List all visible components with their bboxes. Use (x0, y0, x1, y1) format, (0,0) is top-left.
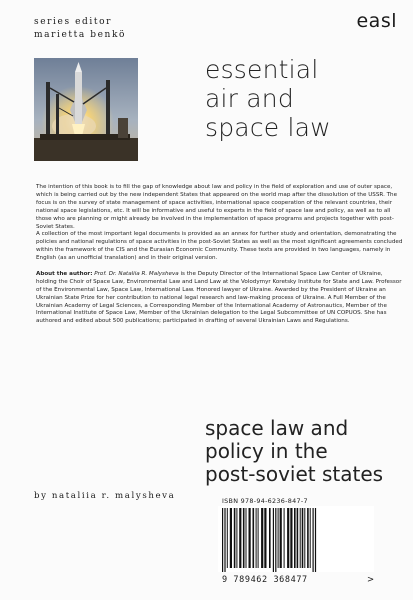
barcode-bar (300, 508, 301, 568)
barcode-bar (236, 508, 237, 568)
about-author-heading: About the author: (36, 270, 93, 277)
barcode-bar (261, 508, 263, 568)
main-title-line: air and (205, 84, 294, 113)
barcode-bar (246, 508, 247, 568)
about-author-text: is the Deputy Director of the International Space Law Center of Ukraine, holding the Choir of Space Law, Environmental Law and Land Law at the Volodymyr Koretsky Institute for State and Law. Professor of the Environmental Law, Space Law, International Law. Honored lawyer of Ukraine. Awarded by the President of Ukraine an Ukrainian State Prize for her contribution to national legal research and law-making process of Ukraine. A Full Member of the Ukrainian Academy of Legal Sciences, a Corresponding Member of the International Academy of Astronautics, Member of the International Institute of Space Law, Member of the Ukrainian delegation to the Legal Subcommittee of UN COPUOS. She has authored and edited about 500 publications; participated in drafting of several Ukrainian Laws and Regulations. (36, 270, 402, 325)
barcode-bar (287, 508, 289, 568)
barcode-bar (304, 508, 305, 568)
main-title (205, 55, 405, 142)
barcode-bar (297, 508, 299, 568)
barcode-bar (249, 508, 251, 568)
barcode-bar (224, 508, 225, 572)
barcode-bar (273, 508, 274, 572)
series-label: series editor (34, 17, 113, 27)
barcode-bar (302, 508, 304, 568)
barcode-arrow: > (367, 575, 375, 585)
book-subtitle (205, 417, 410, 486)
barcode-bar (313, 508, 314, 572)
main-title-line: space law (205, 113, 331, 142)
barcode-bar (234, 508, 236, 568)
barcode-bars (218, 506, 374, 572)
author-byline: by nataliia r. malysheva (34, 491, 176, 501)
barcode-bar (243, 508, 245, 568)
subtitle-line: policy in the (205, 439, 328, 463)
subtitle-line: space law and (205, 416, 349, 440)
about-author-paragraph (36, 271, 404, 326)
barcode-bar (264, 508, 266, 568)
barcode-bar (310, 508, 311, 568)
barcode-bar (275, 508, 276, 572)
barcode-bar (315, 508, 316, 572)
isbn-barcode (218, 506, 374, 572)
barcode-bar (258, 508, 259, 568)
barcode-number: 9 789462 368477 (222, 575, 308, 585)
barcode-bar (253, 508, 255, 568)
barcode-bar (222, 508, 223, 572)
isbn-label: ISBN 978-94-6236-847-7 (222, 497, 308, 505)
rocket-launch-illustration (34, 58, 138, 161)
barcode-bar (278, 508, 279, 568)
barcode-bar (269, 508, 271, 568)
barcode-bar (307, 508, 309, 568)
subtitle-line: post-soviet states (205, 462, 384, 486)
barcode-bar (239, 508, 241, 568)
barcode-bar (256, 508, 257, 568)
about-author-name: Prof. Dr. Nataliia R. Malysheva (94, 270, 179, 277)
main-title-line: essential (205, 55, 319, 84)
rocket-launch-photo (34, 58, 138, 161)
description-intro: The intention of this book is to fill the gap of knowledge about law and policy in the field of exploration and use of outer space, which is being carried out by the new independent States that appeared on the world map after the dissolution of the USSR. The focus is on the survey of state management of space activities, international space cooperation of the relevant countries, their national space legislations, etc. It will be informative and useful to experts in the field of space law and policy, as well as to all those who are planning or might already be involved in the implementation of space programs and projects together with post-Soviet States. (36, 184, 398, 230)
series-editor-name: marietta benkö (34, 30, 127, 40)
barcode-bar (290, 508, 292, 568)
publisher-brand: easl (356, 10, 397, 32)
barcode-bar (284, 508, 285, 568)
description-collection: A collection of the most important legal documents is provided as an annex for further study and orientation, demonstrating the policies and national regulations of space activities in the post-Soviet States as well as the most significant agreements concluded within the framework of the CIS and the Eurasian Economic Community. These texts are provided in two languages, namely in English (as an unofficial translation) and in their original version. (36, 231, 403, 262)
book-description (36, 184, 404, 326)
barcode-bar (280, 508, 282, 568)
barcode-bar (227, 508, 228, 568)
barcode-bar (294, 508, 296, 568)
barcode-bar (230, 508, 232, 568)
